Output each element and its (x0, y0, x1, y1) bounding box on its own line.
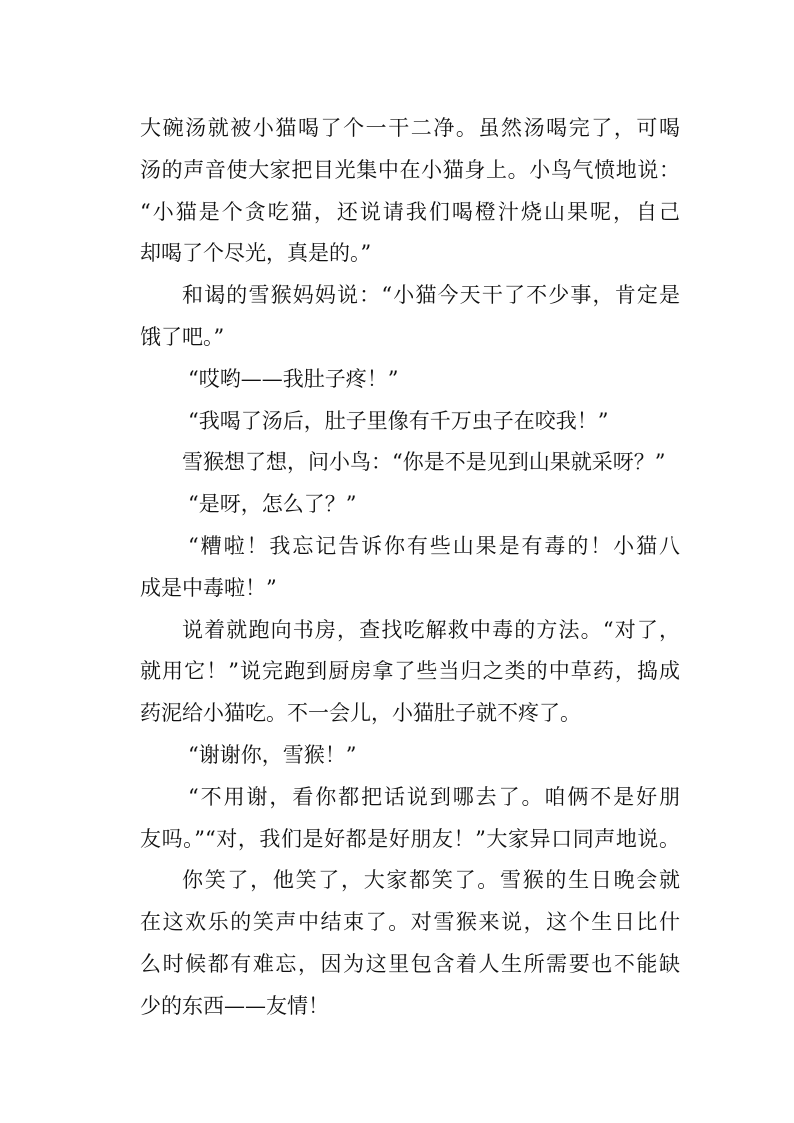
text-line: 就用它！”说完跑到厨房拿了些当归之类的中草药，捣成 (140, 659, 680, 684)
text-line: 在这欢乐的笑声中结束了。对雪猴来说，这个生日比什 (140, 910, 680, 935)
text-line: 饿了吧。” (140, 324, 225, 349)
text-line: “我喝了汤后，肚子里像有千万虫子在咬我！” (188, 408, 609, 433)
text-line: 少的东西——友情！ (140, 993, 329, 1018)
text-line: 你笑了，他笑了，大家都笑了。雪猴的生日晚会就 (182, 868, 680, 893)
text-line: “是呀，怎么了？” (188, 492, 357, 517)
text-line: 雪猴想了想，问小鸟：“你是不是见到山果就采呀？” (182, 450, 666, 475)
text-line: 说着就跑向书房，查找吃解救中毒的方法。“对了， (182, 617, 680, 642)
text-line: 成是中毒啦！” (140, 575, 277, 600)
text-line: “哎哟——我肚子疼！” (188, 366, 399, 391)
text-line: “小猫是个贪吃猫，还说请我们喝橙汁烧山果呢，自己 (140, 199, 680, 224)
text-line: 汤的声音使大家把目光集中在小猫身上。小鸟气愤地说： (140, 157, 680, 182)
story-text (140, 108, 680, 1028)
text-line: 友吗。”“对，我们是好都是好朋友！”大家异口同声地说。 (140, 826, 680, 851)
text-line: 和谒的雪猴妈妈说：“小猫今天干了不少事，肯定是 (182, 283, 680, 308)
text-line: 么时候都有难忘，因为这里包含着人生所需要也不能缺 (140, 951, 680, 976)
text-line: “糟啦！我忘记告诉你有些山果是有毒的！小猫八 (188, 533, 680, 558)
text-line: “谢谢你，雪猴！” (188, 742, 357, 767)
text-line: 却喝了个尽光，真是的。” (140, 241, 372, 266)
text-line: 药泥给小猫吃。不一会儿，小猫肚子就不疼了。 (140, 701, 581, 726)
text-line: “不用谢，看你都把话说到哪去了。咱俩不是好朋 (188, 784, 680, 809)
text-line: 大碗汤就被小猫喝了个一干二净。虽然汤喝完了，可喝 (140, 116, 680, 140)
